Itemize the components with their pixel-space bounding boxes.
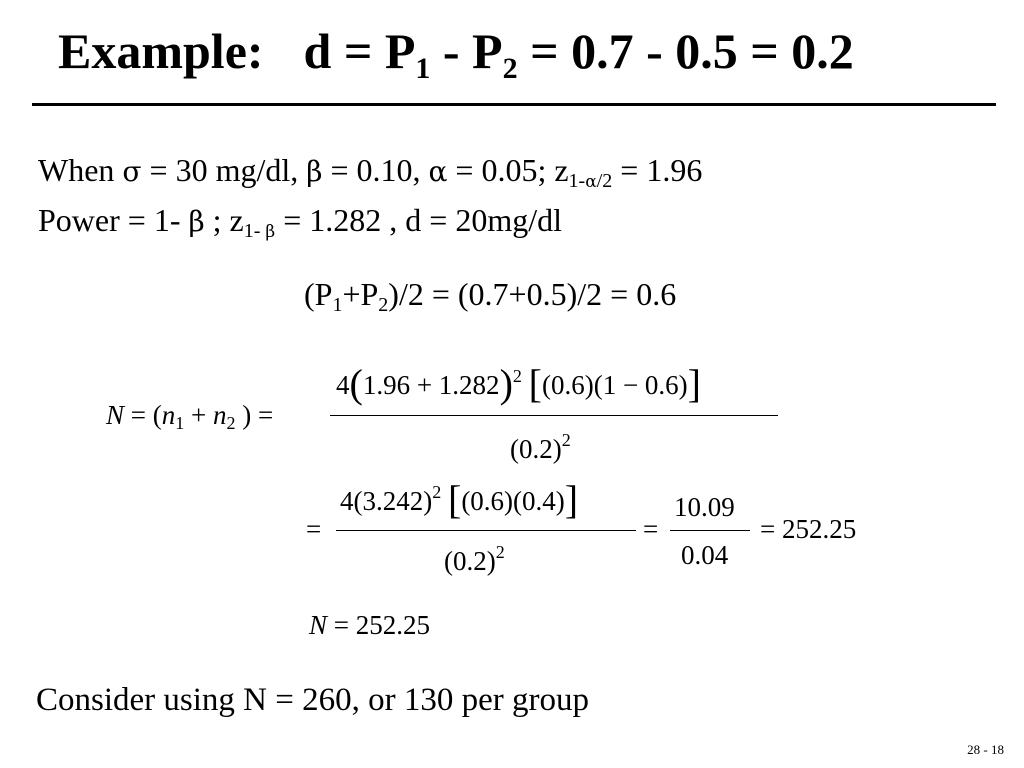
- formula-1-lhs: [106, 400, 274, 433]
- den-exp: 2: [561, 430, 571, 450]
- z-subscript: [569, 170, 613, 192]
- given-text: = 30 mg/dl,: [141, 152, 307, 188]
- given-text: When: [38, 152, 123, 188]
- given-line-1: [38, 152, 703, 192]
- avg-text: (P: [304, 276, 333, 312]
- num-bracket: (0.6)(0.4): [461, 486, 565, 516]
- num-exp: 2: [512, 366, 522, 386]
- slide-title: [58, 23, 854, 85]
- z-subscript: [244, 220, 276, 242]
- avg-sub: 1: [332, 294, 343, 316]
- given-line-2: [38, 202, 563, 242]
- alpha-symbol: α: [428, 155, 448, 188]
- alpha-symbol: α: [585, 172, 597, 192]
- given-text: ; z: [204, 202, 244, 238]
- sub-text: 1-: [243, 220, 266, 242]
- var-N: N: [309, 610, 328, 640]
- avg-text: )/2 = (0.7+0.5)/2 = 0.6: [388, 276, 677, 312]
- slide-number: 28 - 18: [967, 742, 1004, 757]
- formula-2-fraction-den: 0.04: [681, 540, 729, 570]
- formula-2-eq2: =: [643, 514, 659, 544]
- title-rest: = 0.7 - 0.5 = 0.2: [517, 23, 854, 79]
- formula-2-eq: =: [306, 514, 322, 544]
- formula-3: [309, 612, 430, 639]
- result: = 252.25: [327, 610, 430, 640]
- title-d: d = P: [303, 23, 416, 79]
- num-bracket: (0.6)(1 − 0.6): [541, 370, 688, 400]
- given-text: Power = 1-: [38, 202, 189, 238]
- title-sub2: 2: [502, 52, 518, 85]
- num: 4(3.242): [340, 486, 433, 516]
- given-text: = 1.282 , d = 20mg/dl: [275, 202, 563, 238]
- fraction-bar-1: [330, 415, 778, 416]
- op: ) =: [235, 400, 274, 430]
- formula-1-denominator: [510, 430, 571, 464]
- num-inner: 1.96 + 1.282: [362, 370, 500, 400]
- given-text: = 0.10,: [322, 152, 429, 188]
- beta-symbol: β: [188, 205, 205, 238]
- beta-symbol: β: [306, 155, 323, 188]
- den: (0.2): [444, 546, 496, 576]
- op: = (: [124, 400, 162, 430]
- num-coef: 4: [336, 370, 350, 400]
- formula-2-numerator: $4(3.242)^2$ [(0.6)(0.4)]: [340, 477, 579, 522]
- title-mid: - P: [430, 23, 503, 79]
- title-divider: [32, 103, 996, 106]
- fraction-bar-3: [670, 530, 750, 531]
- sigma-symbol: σ: [122, 155, 142, 188]
- fraction-bar-2: [336, 530, 636, 531]
- op: +: [184, 400, 213, 430]
- average-line: [304, 276, 677, 316]
- num-exp: 2: [432, 482, 442, 502]
- formula-2-fraction-num: 10.09: [674, 492, 735, 522]
- conclusion-text: Consider using N = 260, or 130 per group: [36, 682, 589, 718]
- formula-2-denominator: [444, 542, 505, 576]
- avg-sub: 2: [378, 294, 389, 316]
- formula-1-numerator: $4(1.96 + 1.282)^2$ [(0.6)(1 − 0.6)]: [336, 361, 701, 406]
- title-lead: Example:: [58, 23, 264, 79]
- den: (0.2): [510, 434, 562, 464]
- given-text: = 1.96: [612, 152, 703, 188]
- formula-2-result: = 252.25: [760, 514, 857, 544]
- avg-text: +P: [342, 276, 379, 312]
- given-text: = 0.05; z: [447, 152, 569, 188]
- sub-text: /2: [596, 170, 613, 192]
- sub: 2: [226, 413, 236, 433]
- beta-symbol: β: [265, 222, 276, 242]
- var-n2: n: [212, 400, 227, 430]
- sub: 1: [175, 413, 185, 433]
- title-sub1: 1: [415, 52, 431, 85]
- den-exp: 2: [495, 542, 505, 562]
- sub-text: 1-: [568, 170, 586, 192]
- var-N: N: [106, 400, 125, 430]
- var-n1: n: [161, 400, 176, 430]
